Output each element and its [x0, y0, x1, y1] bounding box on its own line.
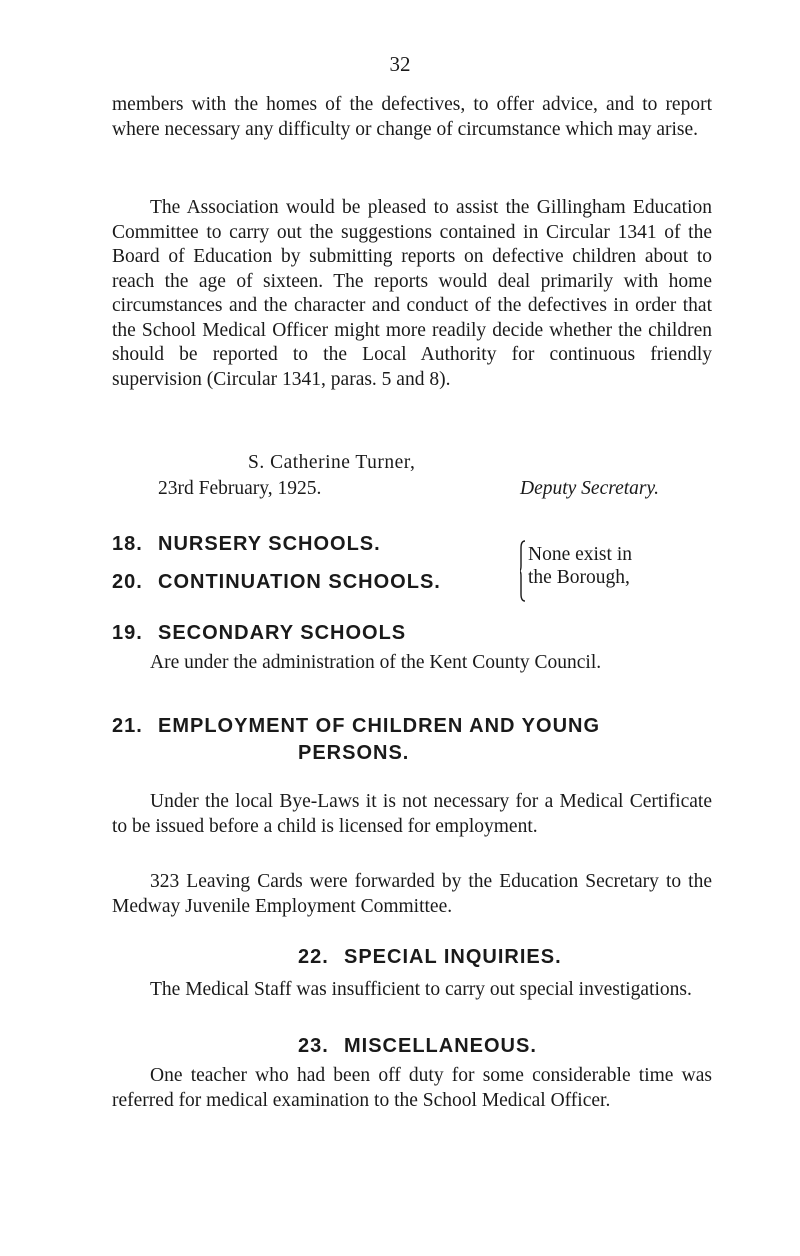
heading-employment-line2: PERSONS.: [298, 742, 410, 764]
section-number: 19.: [112, 622, 143, 644]
signature-date: 23rd February, 1925.: [158, 478, 322, 499]
heading-secondary-schools: [112, 622, 406, 645]
section-number: 20.: [112, 571, 143, 593]
heading-miscellaneous: [298, 1035, 537, 1058]
section-number: 18.: [112, 533, 143, 555]
section-number: 23.: [298, 1035, 329, 1057]
brace-note-line1: None exist in: [528, 544, 632, 565]
paragraph-special-inquiries: The Medical Staff was insufficient to carry out special investigations.: [150, 979, 692, 1000]
section-title: SECONDARY SCHOOLS: [158, 622, 407, 644]
section-title: EMPLOYMENT OF CHILDREN AND YOUNG: [158, 715, 601, 737]
heading-nursery-schools: [112, 533, 381, 556]
signatory-name: S. Catherine Turner,: [248, 452, 416, 473]
heading-continuation-schools: [112, 571, 441, 594]
paragraph-association-visits: members with the homes of the defectives, to offer advice, and to report where necessary any difficulty or change of circumstance which may arise.: [112, 94, 712, 140]
paragraph-leaving-cards: 323 Leaving Cards were forwarded by the Education Secretary to the Medway Juvenile Employment Committee.: [112, 871, 712, 917]
paragraph-miscellaneous: One teacher who had been off duty for some considerable time was referred for medical examination to the School Medical Officer.: [112, 1065, 712, 1111]
section-title: SPECIAL INQUIRIES.: [344, 946, 562, 968]
paragraph-association-offer: The Association would be pleased to assist the Gillingham Education Committee to carry out the suggestions contained in Circular 1341 of the Board of Education by submitting reports on defective children about to reach the age of sixteen. The reports would deal primarily with home circumstances and the character and conduct of the defectives in order that the School Medical Officer might more readily decide whether the children should be reported to the Local Authority for continuous friendly supervision (Circular 1341, paras. 5 and 8).: [112, 197, 712, 390]
section-number: 22.: [298, 946, 329, 968]
page-number: 32: [389, 52, 411, 76]
paragraph-bye-laws: Under the local Bye-Laws it is not necessary for a Medical Certificate to be issued before a child is licensed for employment.: [112, 791, 712, 837]
brace-note-line2: the Borough,: [528, 567, 630, 588]
section-title: NURSERY SCHOOLS.: [158, 533, 381, 555]
heading-special-inquiries: [298, 946, 562, 969]
signatory-role: Deputy Secretary.: [520, 478, 659, 499]
paragraph-secondary-schools: Are under the administration of the Kent County Council.: [150, 652, 602, 673]
section-title: MISCELLANEOUS.: [344, 1035, 537, 1057]
section-number: 21.: [112, 715, 143, 737]
brace-symbol: [520, 540, 526, 602]
section-title: CONTINUATION SCHOOLS.: [158, 571, 441, 593]
heading-employment-line1: [112, 715, 600, 738]
